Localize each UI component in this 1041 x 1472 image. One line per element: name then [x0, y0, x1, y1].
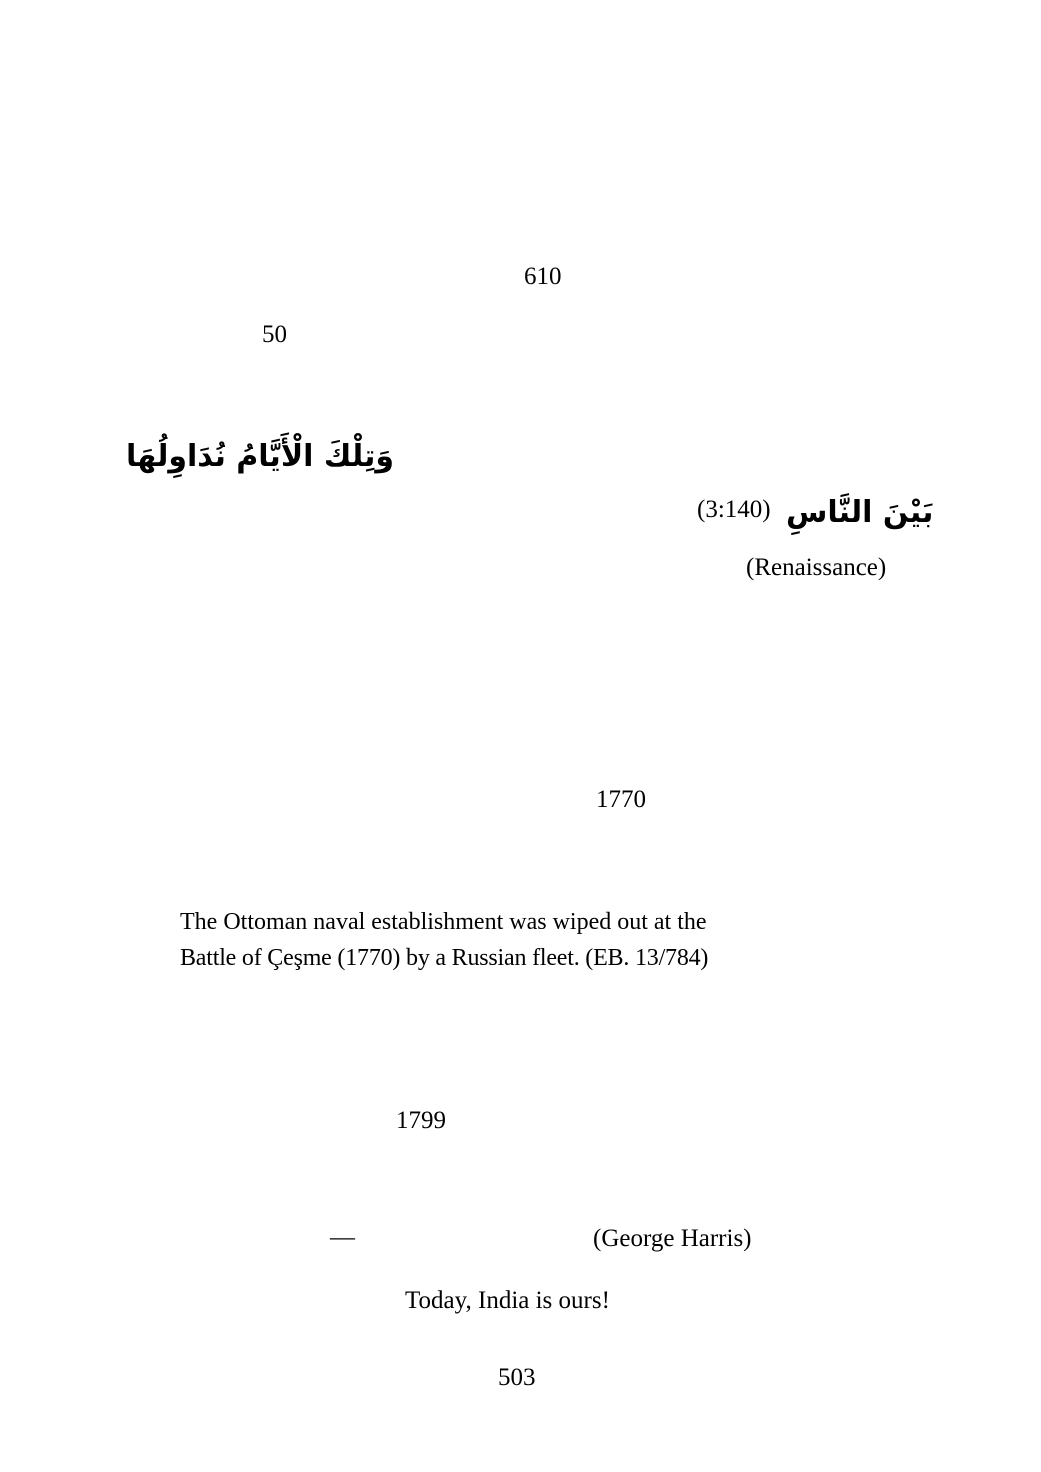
quran-verse-line-1: وَتِلْكَ الْأَيَّامُ نُدَاوِلُهَا — [126, 439, 394, 474]
page-number: 503 — [498, 1364, 536, 1391]
number-1799: 1799 — [396, 1107, 446, 1134]
renaissance-term: (Renaissance) — [746, 554, 887, 581]
quran-verse-line-2: بَيْنَ النَّاسِ — [786, 495, 934, 530]
quran-verse-reference: (3:140) — [697, 496, 771, 523]
em-dash: — — [330, 1224, 355, 1251]
number-50: 50 — [262, 321, 287, 348]
number-1770: 1770 — [596, 786, 646, 813]
quote-line-2: Battle of Çeşme (1770) by a Russian fleet. (EB. 13/784) — [180, 945, 709, 971]
india-quote: Today, India is ours! — [405, 1287, 610, 1314]
number-610: 610 — [524, 263, 562, 290]
quote-paragraph — [180, 904, 820, 976]
george-harris-name: (George Harris) — [593, 1225, 752, 1252]
quote-line-1: The Ottoman naval establishment was wiped out at the — [180, 909, 707, 935]
